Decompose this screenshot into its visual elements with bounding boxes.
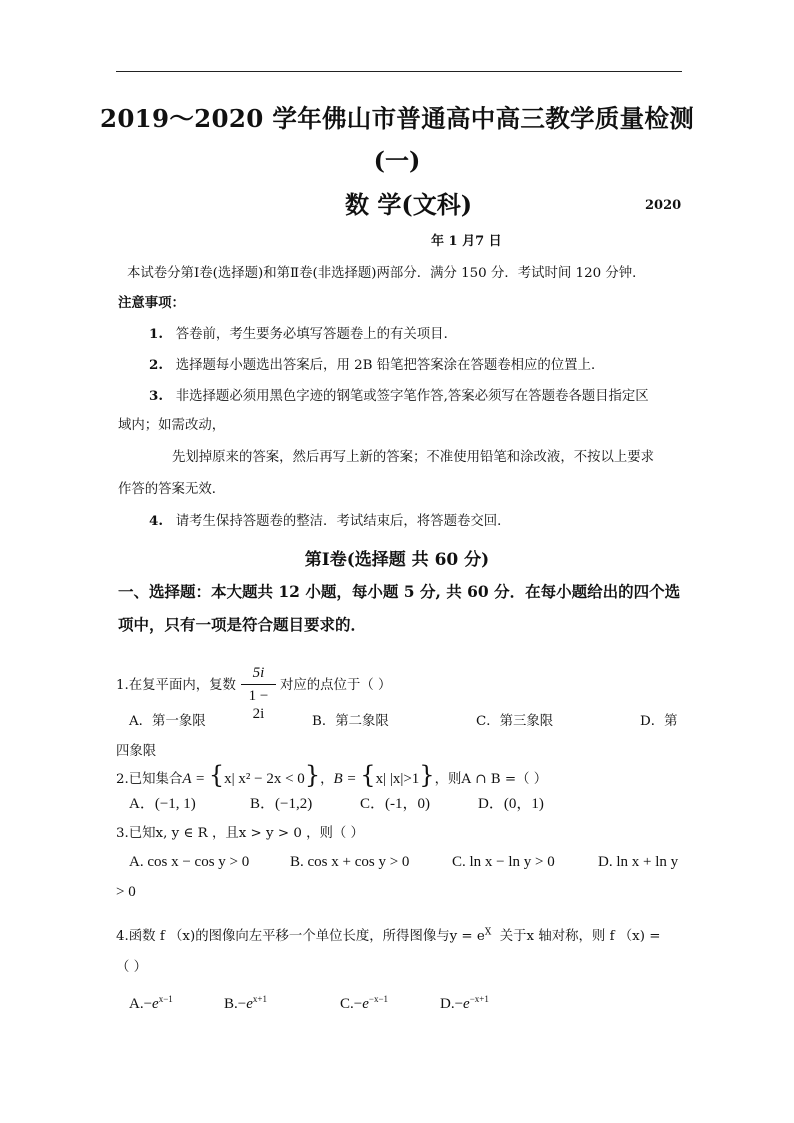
header-rule bbox=[116, 71, 682, 72]
exam-year: 2020 bbox=[645, 198, 682, 213]
brace-open: { bbox=[360, 761, 376, 789]
note-text: 非选择题必须用黑色字迹的钢笔或签字笔作答,答案必须写在答题卷各题目指定区 bbox=[175, 389, 649, 404]
note-item bbox=[149, 385, 649, 404]
option-label: D.− bbox=[440, 996, 464, 1012]
note-number: 3. bbox=[149, 388, 163, 404]
note-item bbox=[149, 510, 511, 529]
q3-option-a: A. cos x − cos y > 0 bbox=[129, 854, 250, 870]
question-2 bbox=[116, 760, 547, 790]
fraction-numerator: 5i bbox=[252, 665, 265, 681]
q1-option-a: A．第一象限 bbox=[129, 714, 206, 729]
q4-option-d bbox=[440, 994, 489, 1013]
question-4-line1 bbox=[116, 925, 660, 944]
question-4-text: 4.函数 f （x)的图像向左平移一个单位长度，所得图像与y = e bbox=[116, 929, 485, 944]
question-2-mid: ， bbox=[320, 772, 334, 787]
exponent: X bbox=[484, 927, 492, 938]
brace-close: } bbox=[419, 761, 435, 789]
exam-title: 2019～2020 学年佛山市普通高中高三教学质量检测 bbox=[99, 104, 694, 133]
question-4-line2: （ ） bbox=[116, 960, 148, 975]
question-1-fraction bbox=[241, 664, 276, 723]
brace-close: } bbox=[304, 761, 321, 789]
exam-date: 年 1 月7 日 bbox=[431, 234, 502, 249]
section-instruction-line2: 项中，只有一项是符合题目要求的． bbox=[118, 615, 367, 634]
note-number: 2. bbox=[149, 357, 163, 373]
set-b-label: B = bbox=[333, 771, 361, 787]
subject-title: 数 学(文科) bbox=[345, 190, 473, 219]
fraction-bar bbox=[241, 684, 276, 685]
option-exponent: x+1 bbox=[252, 994, 267, 1004]
q3-option-c: C. ln x − ln y > 0 bbox=[452, 854, 555, 870]
option-base: e bbox=[246, 996, 253, 1012]
set-a-body: x| x² − 2x < 0 bbox=[224, 771, 305, 787]
question-1-prefix: 1.在复平面内，复数 bbox=[116, 678, 236, 693]
question-1-suffix: 对应的点位于（ ） bbox=[280, 678, 392, 693]
note-continuation: 作答的答案无效． bbox=[118, 482, 226, 497]
option-exponent: x−1 bbox=[158, 994, 173, 1004]
q1-option-d: D．第 bbox=[640, 714, 678, 729]
q2-option-a: A．(−1, 1) bbox=[129, 796, 196, 812]
note-text: 请考生保持答题卷的整洁．考试结束后，将答题卷交回． bbox=[175, 514, 511, 529]
set-a-label: A = bbox=[182, 771, 209, 787]
option-label: B.− bbox=[224, 996, 247, 1012]
q1-option-b: B．第二象限 bbox=[312, 714, 389, 729]
option-base: e bbox=[463, 996, 470, 1012]
q4-option-a bbox=[129, 994, 173, 1013]
question-2-suffix: ，则A ∩ B =（ ） bbox=[434, 772, 548, 787]
note-item bbox=[149, 323, 457, 342]
q3-option-b: B. cos x + cos y > 0 bbox=[290, 854, 410, 870]
q3-option-d: D. ln x + ln y bbox=[598, 854, 679, 870]
q1-option-c: C．第三象限 bbox=[476, 714, 554, 729]
section-instruction: 一、选择题：本大题共 12 小题，每小题 5 分, 共 60 分．在每小题给出的四个选 bbox=[118, 582, 681, 601]
note-text: 选择题每小题选出答案后，用 2B 铅笔把答案涂在答题卷相应的位置上． bbox=[175, 358, 605, 373]
option-base: e bbox=[362, 996, 369, 1012]
q1-option-d-wrap: 四象限 bbox=[116, 744, 157, 759]
note-item bbox=[149, 354, 604, 373]
option-base: e bbox=[152, 996, 159, 1012]
note-number: 1. bbox=[149, 326, 163, 342]
note-continuation: 域内；如需改动， bbox=[118, 418, 226, 433]
question-3: 3.已知x, y ∈ R ，且x > y > 0 ，则（ ） bbox=[116, 826, 364, 841]
exam-title-part2: (一) bbox=[373, 146, 421, 175]
option-label: C.− bbox=[340, 996, 363, 1012]
brace-open: { bbox=[208, 761, 225, 789]
fraction-denominator: 1 − 2i bbox=[248, 688, 269, 722]
q4-option-c bbox=[340, 994, 388, 1013]
q2-option-b: B．(−1,2) bbox=[250, 796, 313, 812]
question-2-prefix: 2.已知集合 bbox=[116, 772, 183, 787]
notes-heading: 注意事项： bbox=[118, 295, 185, 311]
section-title: 第Ⅰ卷(选择题 共 60 分) bbox=[304, 550, 490, 570]
note-number: 4. bbox=[149, 513, 163, 529]
q2-option-d: D．(0，1) bbox=[478, 796, 544, 812]
note-text: 答卷前，考生要务必填写答题卷上的有关项目． bbox=[175, 327, 457, 342]
note-continuation: 先划掉原来的答案，然后再写上新的答案；不准使用铅笔和涂改液，不按以上要求 bbox=[172, 450, 655, 465]
q4-option-b bbox=[224, 994, 267, 1013]
set-b-body: x| |x|>1 bbox=[375, 771, 420, 787]
q3-option-d-wrap: > 0 bbox=[116, 884, 136, 900]
q2-option-c: C．(-1，0) bbox=[360, 796, 430, 812]
option-exponent: −x+1 bbox=[469, 994, 489, 1004]
intro-text: 本试卷分第Ⅰ卷(选择题)和第Ⅱ卷(非选择题)两部分．满分 150 分．考试时间 120 分钟． bbox=[127, 266, 646, 281]
option-label: A.− bbox=[129, 996, 153, 1012]
question-4-text-b: 关于x 轴对称，则 f （x) = bbox=[499, 929, 661, 944]
option-exponent: −x−1 bbox=[368, 994, 389, 1004]
